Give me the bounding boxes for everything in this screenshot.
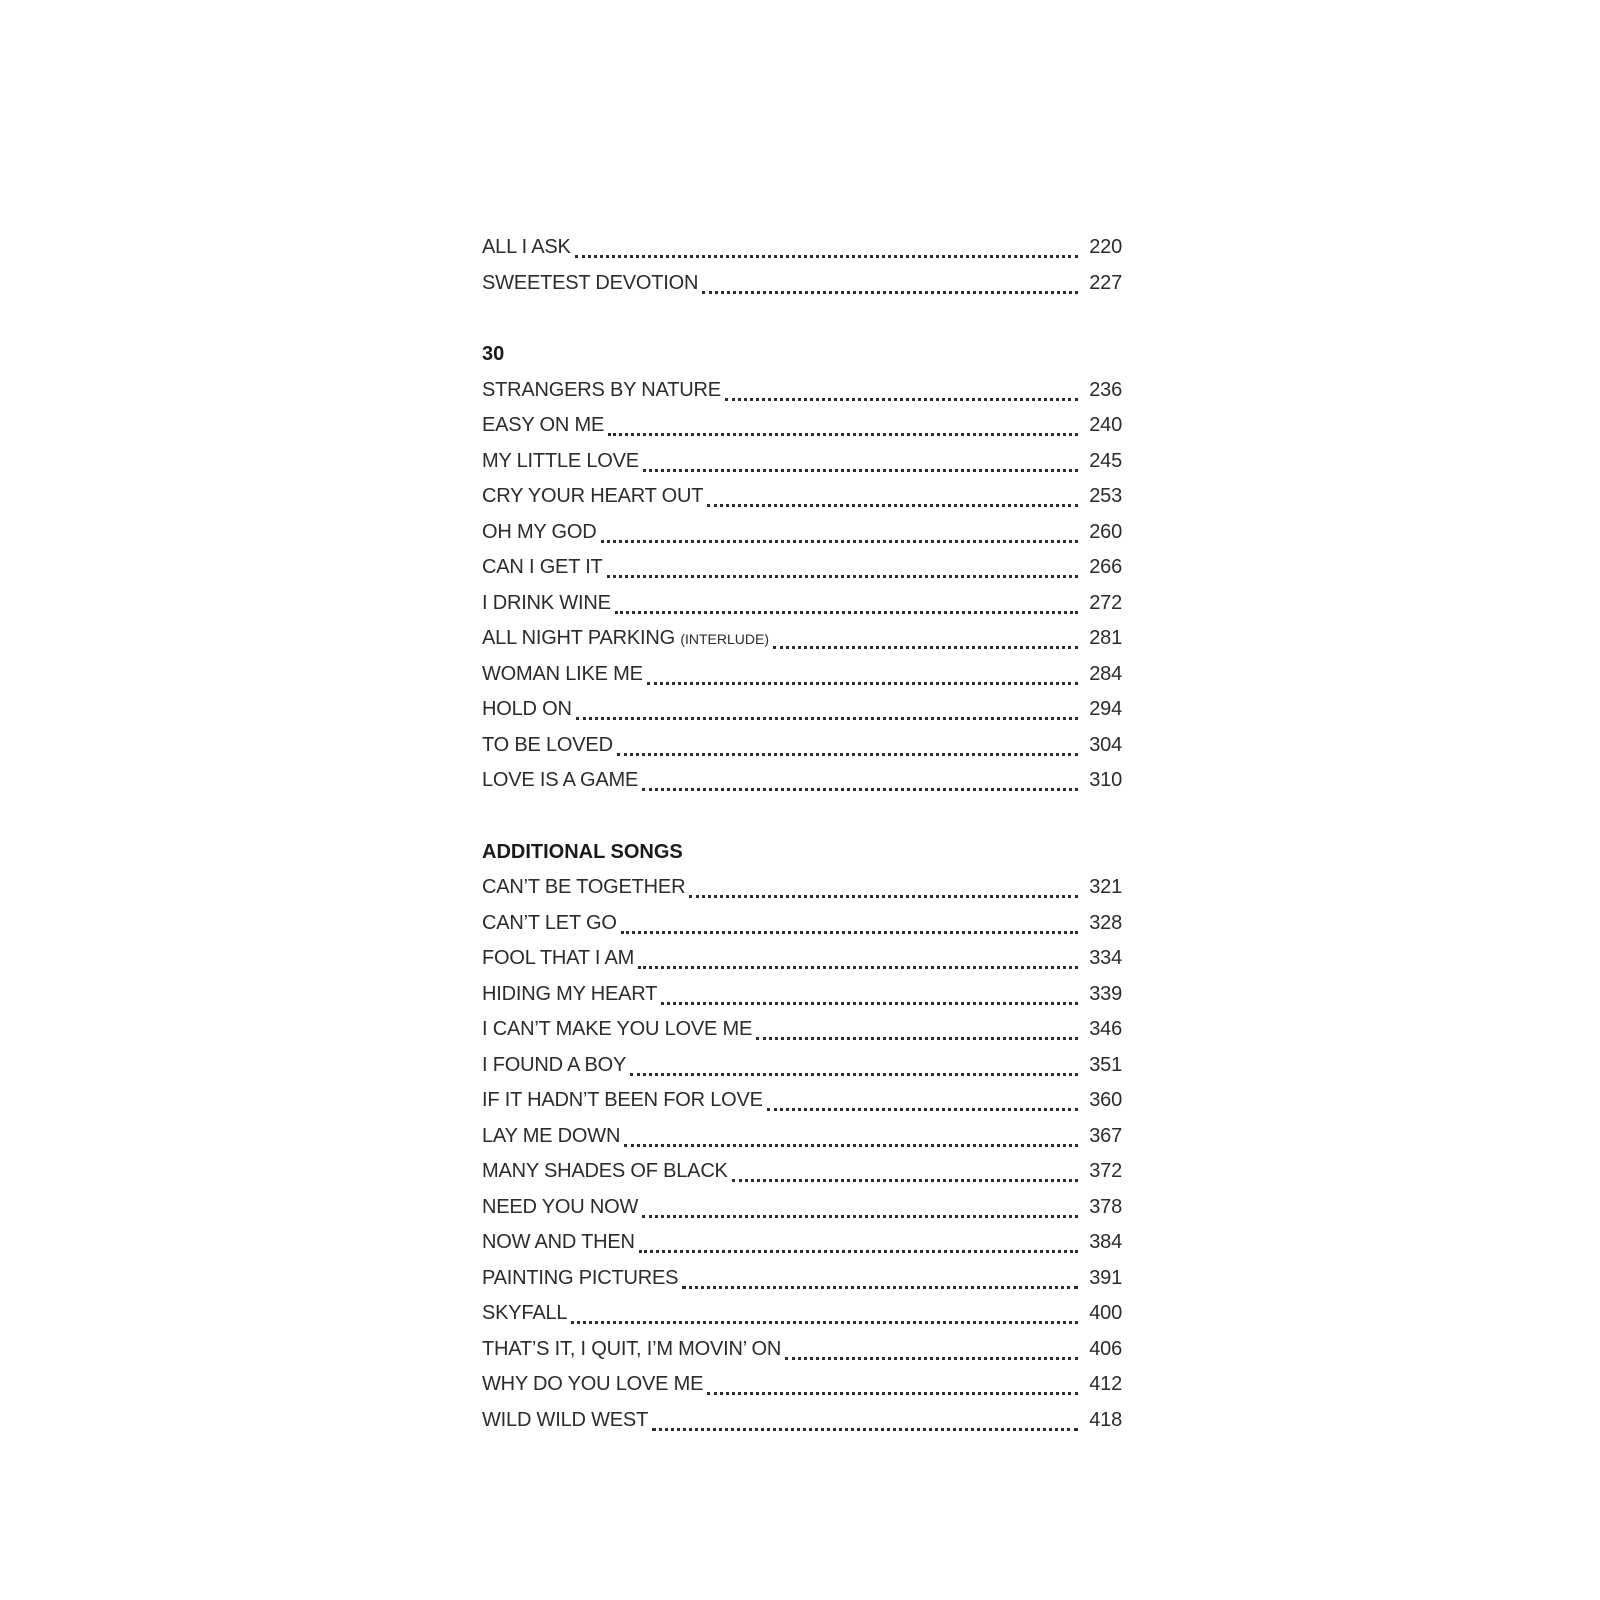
toc-entry: [482, 550, 1122, 586]
entry-title: STRANGERS BY NATURE: [482, 378, 721, 401]
dot-leader: [652, 1428, 1078, 1431]
entry-title: HIDING MY HEART: [482, 982, 658, 1005]
toc-entry: [482, 1154, 1122, 1190]
page-number: 372: [1089, 1160, 1122, 1182]
entry-title: MANY SHADES OF BLACK: [482, 1160, 728, 1182]
page-number: 360: [1089, 1089, 1122, 1111]
page-number: 412: [1089, 1373, 1122, 1395]
page-number: 400: [1089, 1302, 1122, 1324]
dot-leader: [785, 1357, 1078, 1360]
page-number: 378: [1089, 1195, 1122, 1218]
entry-title: CAN I GET IT: [482, 556, 603, 578]
entry-note: (INTERLUDE): [680, 631, 769, 647]
page-number: 334: [1089, 947, 1122, 969]
toc-entry: [482, 728, 1122, 764]
toc-entry: [482, 1225, 1122, 1261]
toc-entry: [482, 1190, 1122, 1226]
toc-entry: [482, 906, 1122, 942]
entry-title: WOMAN LIKE ME: [482, 662, 643, 685]
section-heading: 30: [482, 343, 505, 365]
dot-leader: [643, 469, 1078, 472]
dot-leader: [767, 1108, 1078, 1111]
entry-title: ALL I ASK: [482, 236, 571, 258]
dot-leader: [773, 646, 1078, 649]
toc-entry: [482, 479, 1122, 515]
entry-title: OH MY GOD: [482, 520, 597, 543]
entry-title-wrap: [482, 1048, 626, 1084]
entry-title-wrap: [482, 444, 639, 480]
dot-leader: [732, 1179, 1078, 1182]
entry-title-wrap: [482, 906, 617, 942]
entry-title: CRY YOUR HEART OUT: [482, 485, 704, 507]
page-number: 281: [1089, 627, 1122, 649]
entry-title-wrap: [482, 1367, 703, 1403]
dot-leader: [607, 575, 1078, 578]
dot-leader: [617, 753, 1078, 756]
page-number: 351: [1089, 1053, 1122, 1076]
entry-title: WILD WILD WEST: [482, 1408, 649, 1431]
toc-entry: [482, 444, 1122, 480]
toc-entry: [482, 1048, 1122, 1084]
entry-title-wrap: [482, 1190, 638, 1226]
entry-title-wrap: [482, 230, 571, 266]
dot-leader: [624, 1144, 1078, 1147]
toc-entry: [482, 977, 1122, 1013]
entry-title-wrap: [482, 1296, 567, 1332]
toc-entry: [482, 657, 1122, 693]
entry-title-wrap: [482, 870, 685, 906]
page-number: 227: [1089, 271, 1122, 294]
page-number: 284: [1089, 662, 1122, 685]
dot-leader: [661, 1002, 1078, 1005]
page-number: 384: [1089, 1231, 1122, 1253]
entry-title-wrap: [482, 977, 657, 1013]
dot-leader: [702, 291, 1078, 294]
toc-entry: [482, 586, 1122, 622]
dot-leader: [756, 1037, 1078, 1040]
toc-entry: [482, 1119, 1122, 1155]
dot-leader: [571, 1321, 1078, 1324]
page-number: 236: [1089, 378, 1122, 401]
page-number: 240: [1089, 414, 1122, 436]
dot-leader: [642, 1215, 1078, 1218]
page-number: 220: [1089, 236, 1122, 258]
toc-entry: [482, 692, 1122, 728]
toc-entry: [482, 266, 1122, 302]
entry-title: TO BE LOVED: [482, 733, 613, 756]
toc-entry: [482, 1367, 1122, 1403]
page-number: 406: [1089, 1337, 1122, 1360]
entry-title-wrap: [482, 692, 572, 728]
entry-title: NEED YOU NOW: [482, 1195, 639, 1218]
toc-entry: [482, 408, 1122, 444]
dot-leader: [707, 1392, 1078, 1395]
page-number: 245: [1089, 449, 1122, 472]
toc-entry: [482, 1403, 1122, 1439]
toc-entry: [482, 1332, 1122, 1368]
entry-title-wrap: [482, 1332, 781, 1368]
page-number: 339: [1089, 982, 1122, 1005]
page-number: 272: [1089, 591, 1122, 614]
entry-title: CAN’T BE TOGETHER: [482, 876, 686, 898]
entry-title-wrap: [482, 550, 603, 586]
dot-leader: [725, 398, 1078, 401]
entry-title-wrap: [482, 515, 597, 551]
entry-title-wrap: [482, 479, 703, 515]
entry-title: LAY ME DOWN: [482, 1124, 621, 1147]
dot-leader: [707, 504, 1078, 507]
entry-title-wrap: [482, 763, 638, 799]
entry-title-wrap: [482, 586, 611, 622]
dot-leader: [639, 1250, 1078, 1253]
entry-title-wrap: [482, 1403, 648, 1439]
entry-title: I CAN’T MAKE YOU LOVE ME: [482, 1018, 753, 1040]
entry-title-wrap: [482, 657, 643, 693]
toc-entry: [482, 1083, 1122, 1119]
page-number: 253: [1089, 485, 1122, 507]
entry-title-wrap: [482, 266, 698, 302]
entry-title-wrap: [482, 1119, 620, 1155]
page-number: 266: [1089, 556, 1122, 578]
toc-entry: [482, 515, 1122, 551]
page-number: 321: [1089, 876, 1122, 898]
entry-title-wrap: [482, 1083, 763, 1119]
dot-leader: [642, 788, 1078, 791]
entry-title: CAN’T LET GO: [482, 911, 617, 934]
entry-title-wrap: [482, 373, 721, 409]
page-number: 367: [1089, 1124, 1122, 1147]
dot-leader: [630, 1073, 1078, 1076]
section-heading: ADDITIONAL SONGS: [482, 840, 683, 863]
page-number: 346: [1089, 1018, 1122, 1040]
entry-title-wrap: [482, 1012, 752, 1048]
dot-leader: [601, 540, 1078, 543]
toc-entry: [482, 230, 1122, 266]
dot-leader: [638, 966, 1078, 969]
toc-entry: [482, 1261, 1122, 1297]
entry-title: WHY DO YOU LOVE ME: [482, 1373, 704, 1395]
entry-title: I DRINK WINE: [482, 591, 611, 614]
toc-entry: [482, 373, 1122, 409]
table-of-contents: [482, 230, 1122, 1438]
entry-title: MY LITTLE LOVE: [482, 449, 639, 472]
entry-title: I FOUND A BOY: [482, 1053, 627, 1076]
dot-leader: [615, 611, 1078, 614]
entry-title: FOOL THAT I AM: [482, 947, 635, 969]
toc-entry: [482, 763, 1122, 799]
page-number: 294: [1089, 698, 1122, 720]
dot-leader: [575, 255, 1078, 258]
entry-title-wrap: [482, 941, 634, 977]
entry-title-wrap: [482, 1225, 635, 1261]
toc-section: [482, 230, 1122, 301]
page-number: 260: [1089, 520, 1122, 543]
entry-title: SWEETEST DEVOTION: [482, 271, 699, 294]
entry-title: NOW AND THEN: [482, 1231, 635, 1253]
dot-leader: [621, 931, 1078, 934]
entry-title: ALL NIGHT PARKING: [482, 627, 675, 649]
dot-leader: [647, 682, 1078, 685]
toc-entry: [482, 621, 1122, 657]
entry-title: LOVE IS A GAME: [482, 769, 639, 791]
dot-leader: [608, 433, 1078, 436]
dot-leader: [689, 895, 1078, 898]
entry-title: HOLD ON: [482, 698, 572, 720]
dot-leader: [682, 1286, 1078, 1289]
entry-title: EASY ON ME: [482, 414, 605, 436]
toc-entry: [482, 941, 1122, 977]
entry-title: PAINTING PICTURES: [482, 1266, 679, 1289]
entry-title-wrap: [482, 1261, 678, 1297]
page-number: 304: [1089, 733, 1122, 756]
toc-section: [482, 835, 1122, 1439]
entry-title: SKYFALL: [482, 1302, 568, 1324]
page-number: 391: [1089, 1266, 1122, 1289]
entry-title-wrap: [482, 621, 769, 658]
toc-entry: [482, 1012, 1122, 1048]
entry-title-wrap: [482, 1154, 728, 1190]
entry-title: IF IT HADN’T BEEN FOR LOVE: [482, 1089, 763, 1111]
page-number: 310: [1089, 769, 1122, 791]
toc-section: [482, 337, 1122, 799]
dot-leader: [576, 717, 1078, 720]
entry-title-wrap: [482, 408, 604, 444]
toc-entry: [482, 1296, 1122, 1332]
page-number: 418: [1089, 1408, 1122, 1431]
toc-entry: [482, 870, 1122, 906]
entry-title-wrap: [482, 728, 613, 764]
entry-title: THAT’S IT, I QUIT, I’M MOVIN’ ON: [482, 1337, 782, 1360]
page-number: 328: [1089, 911, 1122, 934]
